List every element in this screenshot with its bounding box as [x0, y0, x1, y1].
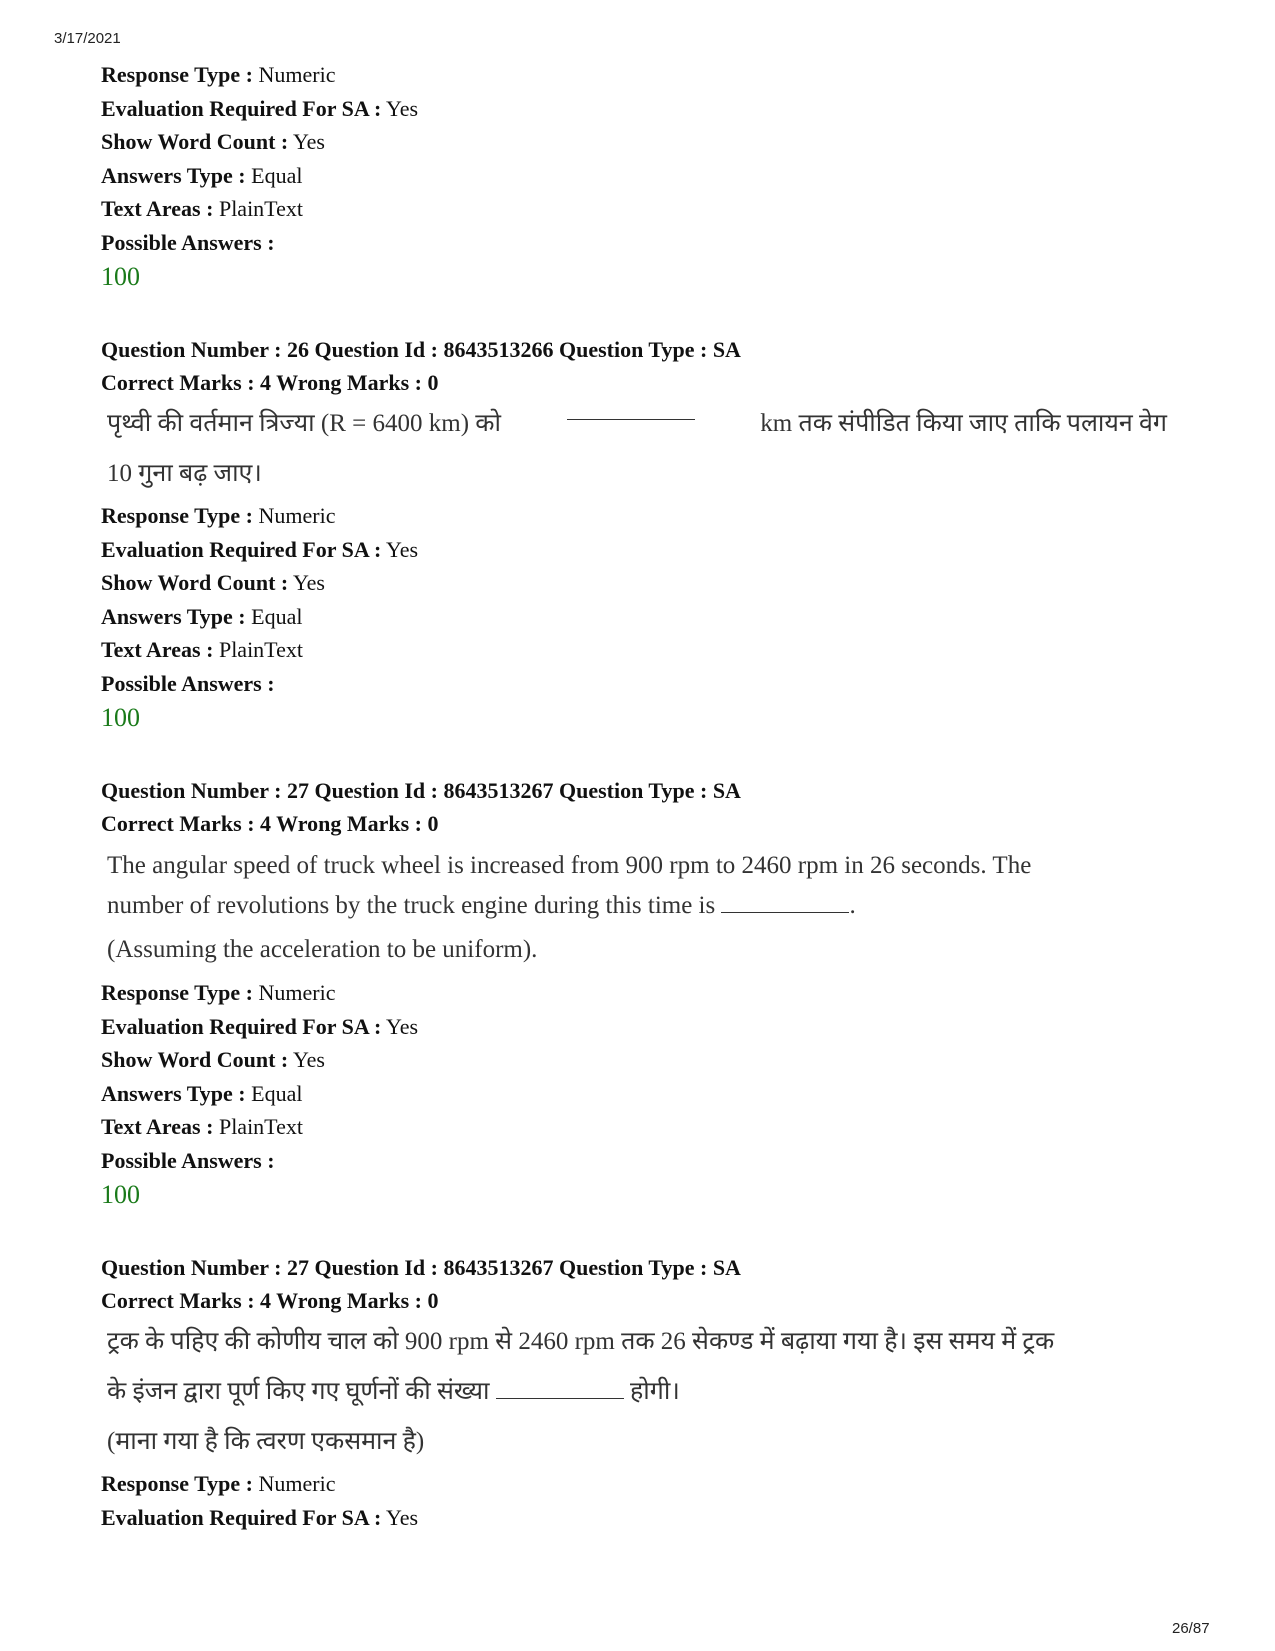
field-label: Text Areas : — [101, 1114, 214, 1139]
question-text-part: km तक संपीडित किया जाए ताकि पलायन वेग — [760, 410, 1167, 437]
question-type-label: Question Type : — [558, 778, 708, 803]
question-block — [101, 1251, 1181, 1534]
question-text-part: पृथ्वी की वर्तमान त्रिज्या (R = 6400 km) को — [107, 410, 501, 437]
field-label: Response Type : — [101, 503, 253, 528]
marks-row — [101, 366, 1181, 399]
wrong-marks-label: Wrong Marks : — [276, 370, 422, 395]
field-label: Evaluation Required For SA : — [101, 1504, 382, 1530]
word-count-row — [101, 566, 1181, 600]
question-id-label: Question Id : — [314, 778, 438, 803]
word-count-row — [101, 125, 1181, 159]
question-number: 27 — [287, 778, 309, 803]
correct-marks: 4 — [260, 370, 272, 395]
question-header — [101, 1251, 1181, 1284]
field-value: Equal — [251, 1080, 303, 1106]
field-label: Answers Type : — [101, 162, 246, 188]
response-type-row — [101, 58, 1181, 92]
question-text-line: (Assuming the acceleration to be uniform). — [107, 936, 538, 963]
question-type-label: Question Type : — [558, 337, 708, 362]
question-text-line — [107, 399, 1167, 449]
question-number-label: Question Number : — [101, 1255, 282, 1280]
question-number: 26 — [287, 337, 309, 362]
field-value: Numeric — [258, 980, 336, 1005]
field-value: Yes — [292, 1047, 325, 1072]
possible-answer-value: 100 — [101, 703, 140, 732]
question-text-part: होगी। — [630, 1378, 680, 1405]
wrong-marks: 0 — [427, 811, 439, 836]
question-text-line — [107, 1367, 1181, 1417]
field-label: Text Areas : — [101, 196, 214, 221]
field-label: Show Word Count : — [101, 129, 289, 154]
field-value: Numeric — [258, 1471, 336, 1496]
question-text-line: 10 गुना बढ़ जाए। — [107, 460, 262, 487]
text-areas-row — [101, 1110, 1181, 1144]
field-label: Possible Answers : — [101, 229, 275, 255]
field-label: Answers Type : — [101, 603, 246, 629]
question-id: 8643513267 — [443, 1255, 554, 1280]
marks-row — [101, 1284, 1181, 1317]
question-id-label: Question Id : — [314, 1255, 438, 1280]
question-id-label: Question Id : — [314, 337, 438, 362]
marks-row — [101, 807, 1181, 840]
response-type-row — [101, 499, 1181, 533]
possible-answer-value: 100 — [101, 1180, 140, 1209]
field-value: PlainText — [218, 196, 303, 221]
field-value: PlainText — [218, 1114, 303, 1139]
possible-answer-value: 100 — [101, 262, 140, 291]
question-number-label: Question Number : — [101, 778, 282, 803]
field-label: Evaluation Required For SA : — [101, 95, 382, 121]
correct-marks: 4 — [260, 1288, 272, 1313]
wrong-marks: 0 — [427, 370, 439, 395]
field-label: Show Word Count : — [101, 570, 289, 595]
question-block — [101, 333, 1181, 736]
field-label: Evaluation Required For SA : — [101, 536, 382, 562]
correct-marks: 4 — [260, 811, 272, 836]
field-value: Yes — [292, 129, 325, 154]
field-value: PlainText — [218, 637, 303, 662]
field-value: Equal — [251, 603, 303, 629]
question-type-label: Question Type : — [558, 1255, 708, 1280]
question-number-label: Question Number : — [101, 337, 282, 362]
question-type: SA — [712, 337, 741, 362]
answer-blank — [496, 1378, 624, 1399]
question-header — [101, 774, 1181, 807]
wrong-marks-label: Wrong Marks : — [276, 1288, 422, 1313]
question-header — [101, 333, 1181, 366]
question-text — [101, 846, 1181, 970]
answer-blank — [721, 892, 849, 913]
question-text — [101, 1317, 1181, 1467]
possible-answers-row — [101, 1144, 1181, 1178]
field-label: Response Type : — [101, 1471, 253, 1496]
wrong-marks: 0 — [427, 1288, 439, 1313]
correct-marks-label: Correct Marks : — [101, 811, 255, 836]
question-block — [101, 774, 1181, 1213]
field-value: Yes — [386, 95, 419, 121]
question-id: 8643513267 — [443, 778, 554, 803]
question-text-part: . — [849, 892, 856, 919]
question-text-line: (माना गया है कि त्वरण एकसमान है) — [107, 1428, 425, 1455]
text-areas-row — [101, 192, 1181, 226]
question-text-line: ट्रक के पहिए की कोणीय चाल को 900 rpm से 2460 rpm तक 26 सेकण्ड में बढ़ाया गया है। इस समय में ट्रक — [107, 1328, 1055, 1355]
field-label: Possible Answers : — [101, 670, 275, 696]
text-areas-row — [101, 633, 1181, 667]
field-label: Response Type : — [101, 62, 253, 87]
field-label: Possible Answers : — [101, 1147, 275, 1173]
question-block — [101, 58, 1181, 295]
answers-type-row — [101, 1077, 1181, 1111]
answers-type-row — [101, 600, 1181, 634]
field-label: Evaluation Required For SA : — [101, 1013, 382, 1039]
correct-marks-label: Correct Marks : — [101, 370, 255, 395]
evaluation-row — [101, 533, 1181, 567]
print-date: 3/17/2021 — [54, 30, 121, 47]
possible-answers-row — [101, 226, 1181, 260]
evaluation-row — [101, 1010, 1181, 1044]
field-value: Equal — [251, 162, 303, 188]
field-value: Yes — [386, 1013, 419, 1039]
field-label: Show Word Count : — [101, 1047, 289, 1072]
correct-marks-label: Correct Marks : — [101, 1288, 255, 1313]
question-id: 8643513266 — [443, 337, 554, 362]
evaluation-row — [101, 92, 1181, 126]
question-number: 27 — [287, 1255, 309, 1280]
field-value: Yes — [292, 570, 325, 595]
response-type-row — [101, 976, 1181, 1010]
question-type: SA — [712, 1255, 741, 1280]
field-value: Numeric — [258, 503, 336, 528]
page-number: 26/87 — [1172, 1620, 1210, 1637]
response-type-row — [101, 1467, 1181, 1501]
question-text-part: number of revolutions by the truck engine during this time is — [107, 892, 716, 919]
word-count-row — [101, 1043, 1181, 1077]
question-text-line: The angular speed of truck wheel is increased from 900 rpm to 2460 rpm in 26 seconds. The — [107, 852, 1032, 879]
possible-answers-row — [101, 667, 1181, 701]
field-label: Text Areas : — [101, 637, 214, 662]
page-content — [101, 58, 1181, 1534]
field-value: Yes — [386, 1504, 419, 1530]
field-value: Yes — [386, 536, 419, 562]
wrong-marks-label: Wrong Marks : — [276, 811, 422, 836]
question-text-part: के इंजन द्वारा पूर्ण किए गए घूर्णनों की संख्या — [107, 1378, 490, 1405]
evaluation-row — [101, 1501, 1181, 1535]
answer-blank — [567, 399, 695, 420]
field-value: Numeric — [258, 62, 336, 87]
answers-type-row — [101, 159, 1181, 193]
question-text — [101, 399, 1181, 499]
field-label: Response Type : — [101, 980, 253, 1005]
field-label: Answers Type : — [101, 1080, 246, 1106]
question-type: SA — [712, 778, 741, 803]
question-text-line — [107, 886, 1181, 926]
